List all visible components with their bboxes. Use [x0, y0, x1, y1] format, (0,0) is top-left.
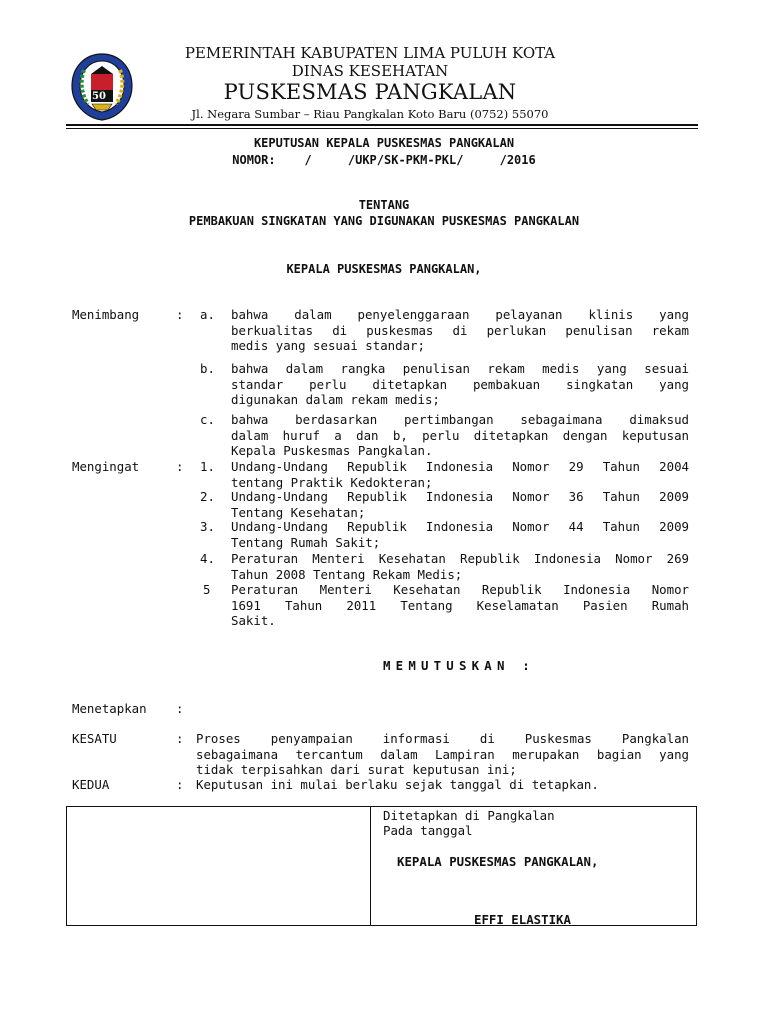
mengingat-item-3-line: Undang-Undang Republik Indonesia Nomor 44 Tahun 2009 — [231, 519, 689, 534]
menimbang-mark-a: a. — [200, 307, 215, 322]
decree-title: KEPUTUSAN KEPALA PUSKESMAS PANGKALAN — [253, 136, 515, 150]
mengingat-item-5-line: Peraturan Menteri Kesehatan Republik Indonesia Nomor — [231, 582, 689, 597]
regency-emblem-icon — [70, 52, 134, 122]
kesatu-colon: : — [176, 731, 184, 746]
signature-place: Ditetapkan di Pangkalan — [383, 808, 555, 823]
mengingat-item-2-line: Undang-Undang Republik Indonesia Nomor 36 Tahun 2009 — [231, 489, 689, 504]
signature-date: Pada tanggal — [383, 823, 473, 838]
mengingat-item-5-line: 1691 Tahun 2011 Tentang Keselamatan Pasien Rumah — [231, 597, 689, 613]
signature-position: KEPALA PUSKESMAS PANGKALAN, — [397, 854, 599, 869]
mengingat-item-1-line: Undang-Undang Republik Indonesia Nomor 29 Tahun 2004 — [231, 459, 689, 474]
kesatu-line: Proses penyampaian informasi di Puskesmas Pangkalan — [196, 731, 689, 746]
menetapkan-colon: : — [176, 701, 184, 716]
kedua-text — [196, 777, 689, 793]
decree-subject: PEMBAKUAN SINGKATAN YANG DIGUNAKAN PUSKESMAS PANGKALAN — [188, 214, 580, 228]
decree-authority: KEPALA PUSKESMAS PANGKALAN, — [286, 262, 482, 276]
letterhead-institution: PUSKESMAS PANGKALAN — [223, 80, 517, 104]
menimbang-item-c — [231, 412, 689, 459]
letterhead-address: Jl. Negara Sumbar – Riau Pangkalan Koto Baru (0752) 55070 — [191, 107, 549, 121]
mengingat-mark-2: 2. — [200, 489, 215, 504]
menimbang-mark-c: c. — [200, 412, 215, 427]
menimbang-label: Menimbang — [72, 307, 140, 322]
menimbang-item-a-line: bahwa dalam penyelenggaraan pelayanan klinis yang — [231, 307, 689, 322]
mengingat-label: Mengingat — [72, 459, 140, 474]
kesatu-line: tidak terpisahkan dari surat keputusan ini; — [196, 762, 517, 777]
signature-name: EFFI ELASTIKA — [474, 912, 571, 927]
menimbang-item-c-line: Kepala Puskesmas Pangkalan. — [231, 443, 433, 458]
letterhead-rule-thick — [66, 124, 698, 126]
decree-about: TENTANG — [358, 198, 410, 212]
letterhead-department: DINAS KESEHATAN — [291, 62, 449, 80]
kedua-label: KEDUA — [72, 777, 110, 792]
mengingat-item-2 — [231, 489, 689, 520]
mengingat-mark-4: 4. — [200, 551, 215, 566]
menimbang-colon: : — [176, 307, 184, 322]
menimbang-item-b-line: standar perlu ditetapkan pembakuan singkatan yang — [231, 376, 689, 392]
mengingat-item-2-line: Tentang Kesehatan; — [231, 504, 366, 520]
mengingat-mark-5: 5 — [203, 582, 211, 597]
mengingat-mark-3: 3. — [200, 519, 215, 534]
menimbang-item-b — [231, 361, 689, 408]
letterhead-government: PEMERINTAH KABUPATEN LIMA PULUH KOTA — [184, 44, 556, 62]
menimbang-item-a — [231, 307, 689, 354]
mengingat-item-5-line: Sakit. — [231, 613, 276, 628]
mengingat-item-1 — [231, 459, 689, 490]
kesatu-label: KESATU — [72, 731, 117, 746]
kedua-colon: : — [176, 777, 184, 792]
menimbang-item-a-line: berkualitas di puskesmas di perlukan penulisan rekam — [231, 322, 689, 338]
menimbang-item-b-line: digunakan dalam rekam medis; — [231, 392, 440, 407]
letterhead-rule-thin — [66, 128, 698, 129]
kedua-line: Keputusan ini mulai berlaku sejak tanggal di tetapkan. — [196, 777, 599, 792]
menetapkan-label: Menetapkan — [72, 701, 147, 716]
logo-number: 50 — [92, 91, 106, 102]
signature-box-divider — [370, 806, 371, 926]
mengingat-item-4 — [231, 551, 689, 582]
mengingat-item-4-line: Tahun 2008 Tentang Rekam Medis; — [231, 566, 463, 582]
letterhead — [140, 44, 600, 122]
mengingat-item-5 — [231, 582, 689, 629]
mengingat-colon: : — [176, 459, 184, 474]
menimbang-item-c-line: bahwa berdasarkan pertimbangan sebagaimana dimaksud — [231, 412, 689, 427]
signature-box — [66, 806, 697, 926]
kesatu-text — [196, 731, 689, 778]
mengingat-item-3-line: Tentang Rumah Sakit; — [231, 534, 381, 550]
memutuskan-heading: MEMUTUSKAN : — [383, 658, 535, 673]
mengingat-item-4-line: Peraturan Menteri Kesehatan Republik Indonesia Nomor 269 — [231, 551, 689, 566]
menimbang-item-a-line: medis yang sesuai standar; — [231, 338, 425, 353]
mengingat-item-3 — [231, 519, 689, 550]
menimbang-mark-b: b. — [200, 361, 215, 376]
kesatu-line: sebagaimana tercantum dalam Lampiran merupakan bagian yang — [196, 746, 689, 762]
menimbang-item-b-line: bahwa dalam rangka penulisan rekam medis yang sesuai — [231, 361, 689, 376]
menimbang-item-c-line: dalam huruf a dan b, perlu ditetapkan dengan keputusan — [231, 427, 689, 443]
mengingat-mark-1: 1. — [200, 459, 215, 474]
mengingat-item-1-line: tentang Praktik Kedokteran; — [231, 474, 433, 490]
decree-number: NOMOR: / /UKP/SK-PKM-PKL/ /2016 — [232, 153, 536, 167]
